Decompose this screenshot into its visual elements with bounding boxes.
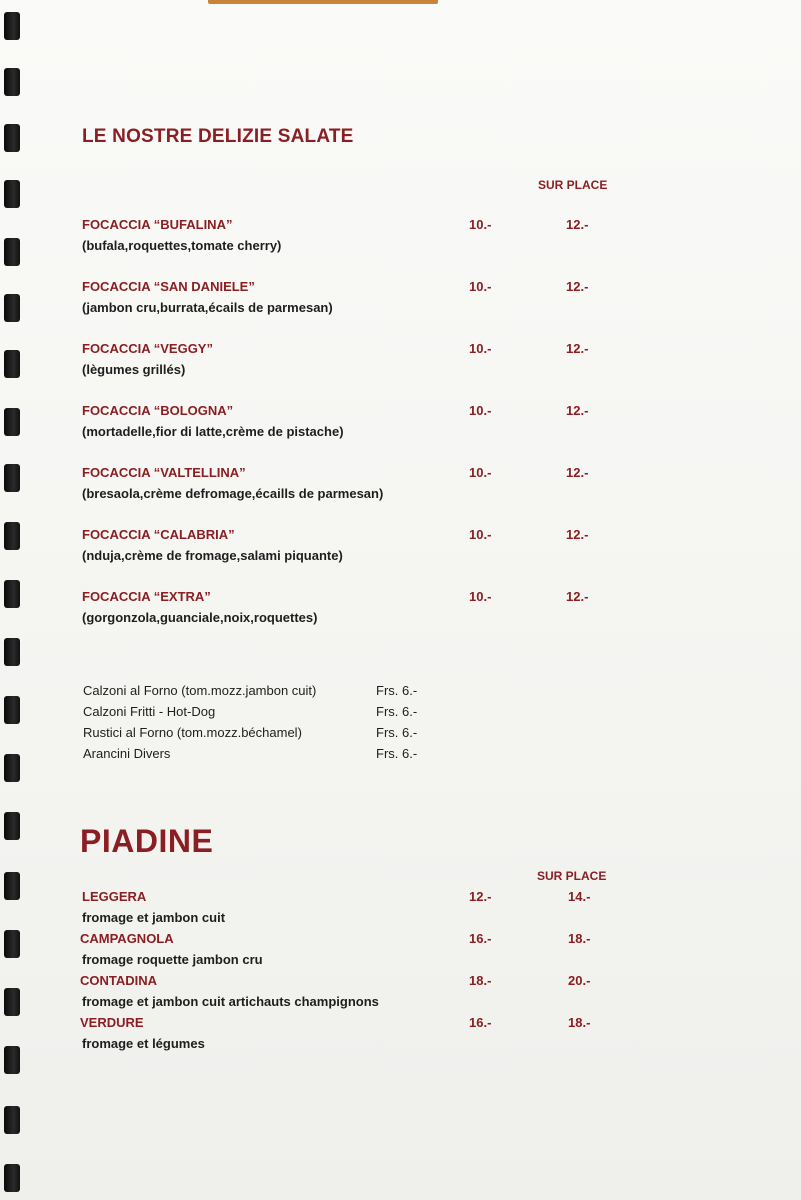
spiral-binding <box>0 0 30 1200</box>
menu-item-description: (mortadelle,fior di latte,crème de pistache) <box>82 424 344 439</box>
binding-ring <box>4 464 20 492</box>
binding-ring <box>4 1046 20 1074</box>
snack-item-name: Rustici al Forno (tom.mozz.béchamel) <box>83 725 302 740</box>
menu-item-name: CAMPAGNOLA <box>80 931 174 946</box>
snack-item-name: Calzoni al Forno (tom.mozz.jambon cuit) <box>83 683 317 698</box>
binding-ring <box>4 754 20 782</box>
binding-ring <box>4 1164 20 1192</box>
menu-item-description: (bufala,roquettes,tomate cherry) <box>82 238 282 253</box>
menu-item-price-sur-place: 12.- <box>566 527 589 542</box>
snack-item-name: Calzoni Fritti - Hot-Dog <box>83 704 216 719</box>
section-title-piadine: PIADINE <box>80 823 214 859</box>
menu-item-price-sur-place: 12.- <box>566 279 589 294</box>
binding-ring <box>4 238 20 266</box>
menu-item-price-sur-place: 12.- <box>566 217 589 232</box>
binding-ring <box>4 988 20 1016</box>
menu-item-description: (nduja,crème de fromage,salami piquante) <box>82 548 343 563</box>
menu-item-name: FOCACCIA “CALABRIA” <box>82 527 235 542</box>
menu-item-price-sur-place: 18.- <box>568 931 591 946</box>
menu-item-description: (gorgonzola,guanciale,noix,roquettes) <box>82 610 318 625</box>
menu-item-price-sur-place: 12.- <box>566 403 589 418</box>
menu-item-description: (lègumes grillés) <box>82 362 186 377</box>
binding-ring <box>4 580 20 608</box>
binding-ring <box>4 522 20 550</box>
menu-item-name: FOCACCIA “BUFALINA” <box>82 217 233 232</box>
binding-ring <box>4 930 20 958</box>
menu-item-price-sur-place: 20.- <box>568 973 591 988</box>
snack-item-price: Frs. 6.- <box>376 746 418 761</box>
snack-item-price: Frs. 6.- <box>376 683 418 698</box>
menu-item-name: FOCACCIA “VEGGY” <box>82 341 213 356</box>
page-tab <box>208 0 438 4</box>
menu-item-price-sur-place: 18.- <box>568 1015 591 1030</box>
binding-ring <box>4 696 20 724</box>
menu-item-price-sur-place: 14.- <box>568 889 591 904</box>
menu-item-name: FOCACCIA “VALTELLINA” <box>82 465 246 480</box>
binding-ring <box>4 1106 20 1134</box>
binding-ring <box>4 124 20 152</box>
menu-item-description: (jambon cru,burrata,écails de parmesan) <box>82 300 333 315</box>
menu-item-price-takeaway: 10.- <box>469 217 492 232</box>
menu-item-price-sur-place: 12.- <box>566 341 589 356</box>
menu-item-description: fromage et jambon cuit artichauts champignons <box>82 994 379 1009</box>
menu-item-description: fromage roquette jambon cru <box>82 952 263 967</box>
menu-item-price-takeaway: 10.- <box>469 403 492 418</box>
menu-item-price-sur-place: 12.- <box>566 465 589 480</box>
snack-item-name: Arancini Divers <box>83 746 171 761</box>
menu-item-name: LEGGERA <box>82 889 147 904</box>
menu-item-name: VERDURE <box>80 1015 144 1030</box>
menu-item-price-takeaway: 16.- <box>469 1015 492 1030</box>
binding-ring <box>4 638 20 666</box>
binding-ring <box>4 68 20 96</box>
snack-item-price: Frs. 6.- <box>376 725 418 740</box>
binding-ring <box>4 350 20 378</box>
menu-item-price-takeaway: 10.- <box>469 589 492 604</box>
snack-item-price: Frs. 6.- <box>376 704 418 719</box>
menu-item-price-sur-place: 12.- <box>566 589 589 604</box>
menu-item-name: CONTADINA <box>80 973 158 988</box>
menu-item-name: FOCACCIA “SAN DANIELE” <box>82 279 255 294</box>
binding-ring <box>4 180 20 208</box>
menu-item-name: FOCACCIA “EXTRA” <box>82 589 211 604</box>
binding-ring <box>4 872 20 900</box>
column-header-sur-place: SUR PLACE <box>538 178 608 192</box>
menu-item-description: fromage et jambon cuit <box>82 910 226 925</box>
binding-ring <box>4 408 20 436</box>
menu-item-price-takeaway: 12.- <box>469 889 492 904</box>
menu-item-description: (bresaola,crème defromage,écaills de parmesan) <box>82 486 384 501</box>
binding-ring <box>4 812 20 840</box>
menu-item-price-takeaway: 16.- <box>469 931 492 946</box>
menu-item-price-takeaway: 10.- <box>469 279 492 294</box>
menu-item-price-takeaway: 10.- <box>469 527 492 542</box>
binding-ring <box>4 294 20 322</box>
menu-item-description: fromage et légumes <box>82 1036 205 1051</box>
section-title-salate: LE NOSTRE DELIZIE SALATE <box>82 126 354 147</box>
column-header-sur-place: SUR PLACE <box>537 869 607 883</box>
menu-item-price-takeaway: 10.- <box>469 465 492 480</box>
menu-item-price-takeaway: 10.- <box>469 341 492 356</box>
menu-item-name: FOCACCIA “BOLOGNA” <box>82 403 234 418</box>
binding-ring <box>4 12 20 40</box>
menu-item-price-takeaway: 18.- <box>469 973 492 988</box>
